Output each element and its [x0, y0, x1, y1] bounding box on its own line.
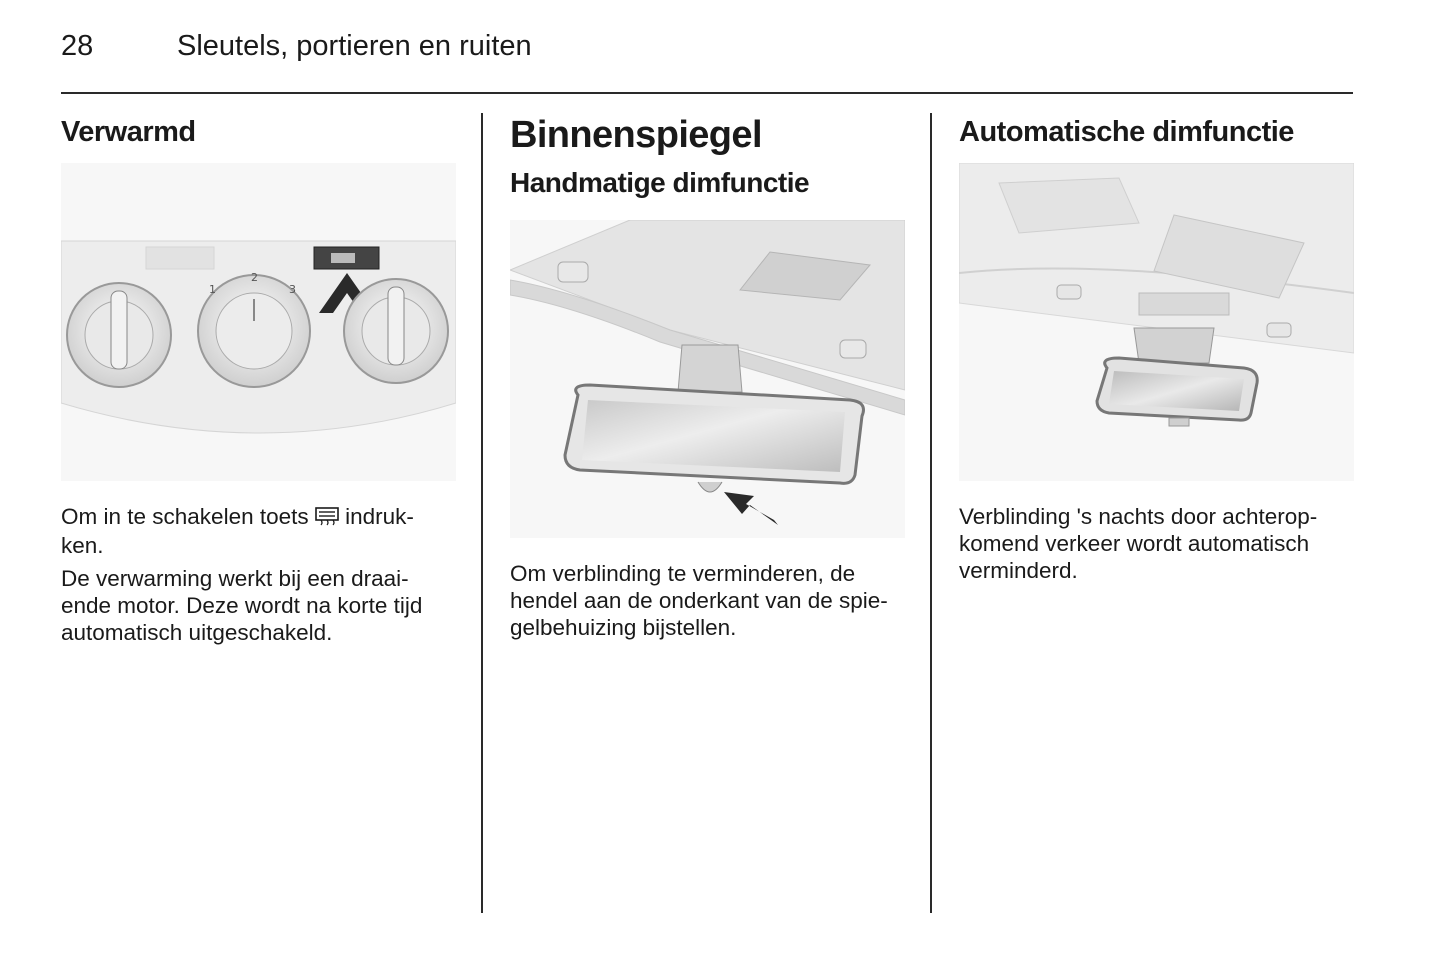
para-line: gelbehuizing bijstellen.: [510, 615, 737, 640]
svg-text:3: 3: [289, 283, 296, 296]
automatic-dimming-mirror-illustration: [959, 163, 1354, 481]
chapter-title: Sleutels, portieren en ruiten: [177, 30, 532, 62]
instruction-paragraph: [510, 560, 905, 641]
manual-dimming-mirror-illustration: [510, 220, 905, 538]
column-divider: [481, 113, 483, 913]
para-line: Om verblinding te verminderen, de: [510, 561, 856, 586]
rear-window-defrost-icon: [315, 505, 339, 532]
column-binnenspiegel: [510, 113, 905, 640]
automatic-dimming-mirror-figure: [959, 163, 1354, 481]
para-line: Verblinding 's nachts door achterop-: [959, 504, 1318, 529]
para-line: automatisch uitgeschakeld.: [61, 620, 333, 645]
heater-control-panel-illustration: [61, 163, 456, 481]
para-text: ken.: [61, 533, 104, 558]
column-verwarmd: [61, 113, 456, 645]
manual-dimming-mirror-figure: [510, 220, 905, 538]
subsection-heading: Handmatige dimfunctie: [510, 167, 810, 198]
page-header: [61, 30, 1353, 94]
column-automatische-dimfunctie: [959, 113, 1354, 583]
section-title: Binnenspiegel: [510, 114, 762, 156]
para-line: hendel aan de onderkant van de spie-: [510, 588, 888, 613]
page-number: 28: [61, 30, 94, 62]
column-divider: [930, 113, 932, 913]
para-line: De verwarming werkt bij een draai-: [61, 566, 409, 591]
para-text: Om in te schakelen toets: [61, 504, 315, 529]
instruction-paragraph: [61, 503, 456, 559]
description-paragraph: [959, 503, 1354, 584]
svg-text:1: 1: [209, 283, 216, 296]
description-paragraph: [61, 565, 456, 646]
para-line: verminderd.: [959, 558, 1078, 583]
para-line: ende motor. Deze wordt na korte tijd: [61, 593, 423, 618]
svg-text:2: 2: [251, 271, 258, 284]
section-heading: Automatische dimfunctie: [959, 116, 1294, 148]
para-text: indruk-: [338, 504, 414, 529]
heater-control-panel-figure: [61, 163, 456, 481]
para-line: komend verkeer wordt automatisch: [959, 531, 1310, 556]
section-heading: Verwarmd: [61, 116, 196, 148]
